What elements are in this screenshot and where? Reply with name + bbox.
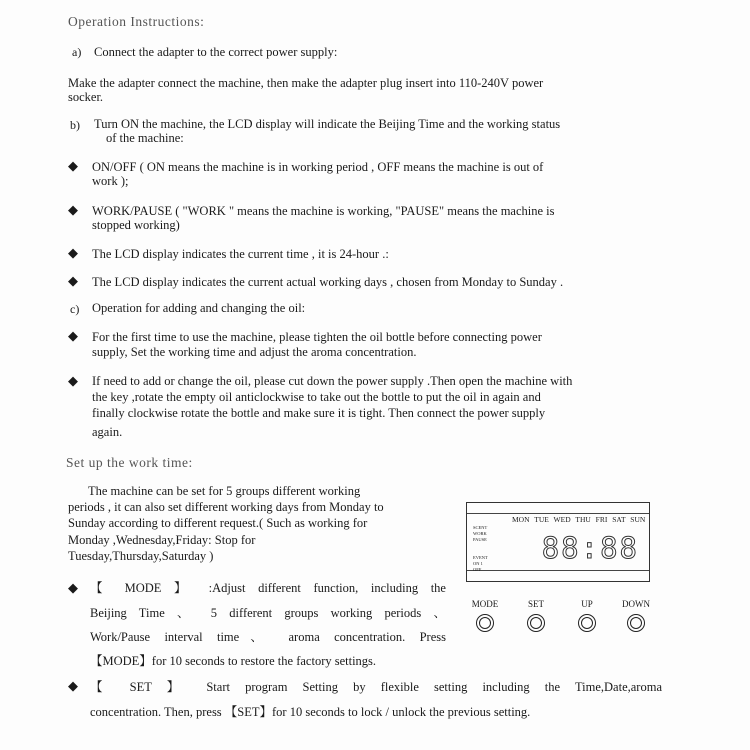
step-a-detail-2: socker. — [68, 90, 104, 104]
lcd-display-diagram — [466, 502, 650, 582]
bullet-diamond-icon: ◆ — [68, 273, 78, 288]
set-button-diagram — [516, 599, 556, 632]
setup-para-3: Sunday according to different request.( Such as working for — [68, 516, 368, 530]
change-oil-line-3: finally clockwise rotate the bottle and make sure it is tight. Then connect the power supply — [92, 406, 546, 420]
setup-para-2: periods , it can also set different working days from Monday to — [68, 500, 384, 514]
setup-para-4: Monday ,Wednesday,Friday: Stop for — [68, 533, 256, 547]
set-line-2: concentration. Then, press 【SET】for 10 seconds to lock / unlock the previous setting. — [90, 705, 531, 719]
step-b-label: b) — [70, 118, 80, 132]
button-circle-icon — [627, 614, 645, 632]
lcd-days-text: The LCD display indicates the current actual working days , chosen from Monday to Sunday . — [92, 275, 564, 289]
button-circle-icon — [578, 614, 596, 632]
setup-para-5: Tuesday,Thursday,Saturday ) — [68, 549, 214, 563]
bullet-diamond-icon: ◆ — [68, 580, 78, 595]
setup-title: Set up the work time: — [66, 455, 193, 470]
up-label: UP — [581, 599, 593, 609]
down-button-diagram — [616, 599, 656, 632]
change-oil-line-4: again. — [92, 425, 123, 439]
onoff-line-1: ON/OFF ( ON means the machine is in working period , OFF means the machine is out of — [92, 160, 544, 174]
step-b-line-2: of the machine: — [106, 131, 184, 145]
mode-line-2: Beijing Time 、 5 different groups working periods 、 — [90, 606, 446, 620]
change-oil-line-1: If need to add or change the oil, please cut down the power supply .Then open the machine with — [92, 374, 573, 388]
workpause-line-1: WORK/PAUSE ( "WORK " means the machine is working, "PAUSE" means the machine is — [92, 204, 555, 218]
lcd-work: WORK — [473, 531, 487, 536]
step-a-detail-1: Make the adapter connect the machine, then make the adapter plug insert into 110-240V power — [68, 76, 544, 90]
step-a-label: a) — [72, 45, 82, 59]
mode-line-1: 【 MODE 】 :Adjust different function, including the — [90, 581, 446, 595]
bullet-diamond-icon: ◆ — [68, 245, 78, 260]
mode-label: MODE — [471, 599, 499, 609]
lcd-status-labels — [473, 525, 487, 543]
operation-title: Operation Instructions: — [68, 14, 205, 29]
lcd-pause: PAUSE — [473, 537, 487, 542]
onoff-line-2: work ); — [92, 174, 129, 188]
workpause-line-2: stopped working) — [92, 218, 180, 232]
lcd-event: EVENT — [473, 555, 488, 560]
mode-line-3: Work/Pause interval time、 aroma concentration. Press — [90, 630, 446, 644]
change-oil-line-2: the key ,rotate the empty oil anticlockwise to take out the bottle to put the oil in again and — [92, 390, 541, 404]
step-c-label: c) — [70, 302, 80, 316]
first-time-line-1: For the first time to use the machine, please tighten the oil bottle before connecting power — [92, 330, 542, 344]
down-label: DOWN — [622, 599, 650, 609]
lcd-digits: 88:88 — [541, 531, 639, 565]
step-c-text: Operation for adding and changing the oil: — [92, 301, 306, 315]
bullet-diamond-icon: ◆ — [68, 373, 78, 388]
step-a-text: Connect the adapter to the correct power supply: — [94, 45, 338, 59]
lcd-event-labels — [473, 555, 488, 573]
step-b-line-1: Turn ON the machine, the LCD display will indicate the Beijing Time and the working status — [94, 117, 561, 131]
lcd-time-text: The LCD display indicates the current time , it is 24-hour .: — [92, 247, 389, 261]
lcd-on: ON 1 — [473, 561, 483, 566]
set-line-1: 【 SET 】 Start program Setting by flexible setting including the Time,Date,aroma — [90, 680, 662, 694]
set-label: SET — [527, 599, 544, 609]
bullet-diamond-icon: ◆ — [68, 678, 78, 693]
bullet-diamond-icon: ◆ — [68, 158, 78, 173]
setup-para-1: The machine can be set for 5 groups different working — [88, 484, 361, 498]
lcd-scent: SCENT — [473, 525, 488, 530]
button-circle-icon — [527, 614, 545, 632]
mode-button-diagram — [465, 599, 505, 632]
bullet-diamond-icon: ◆ — [68, 328, 78, 343]
lcd-off: OFF — [473, 567, 482, 572]
first-time-line-2: supply, Set the working time and adjust the aroma concentration. — [92, 345, 417, 359]
mode-line-4: 【MODE】for 10 seconds to restore the factory settings. — [90, 654, 377, 668]
lcd-days: MON TUE WED THU FRI SAT SUN — [512, 515, 646, 524]
bullet-diamond-icon: ◆ — [68, 202, 78, 217]
up-button-diagram — [567, 599, 607, 632]
button-circle-icon — [476, 614, 494, 632]
